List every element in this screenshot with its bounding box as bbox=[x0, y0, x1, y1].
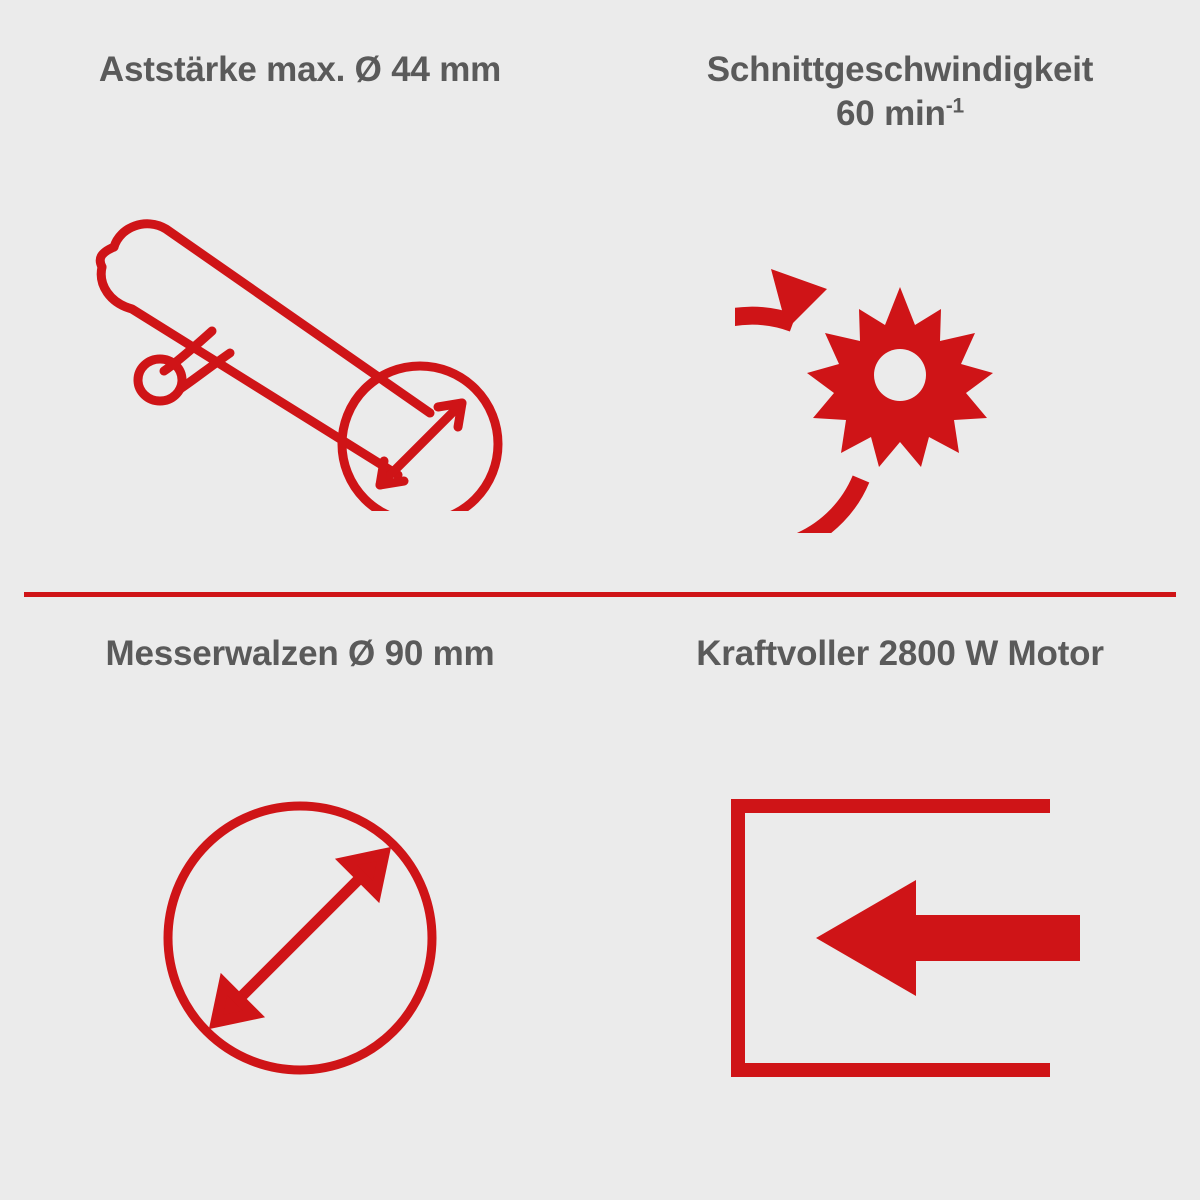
horizontal-divider bbox=[24, 592, 1176, 597]
feature-caption-line1: Kraftvoller 2800 W Motor bbox=[696, 634, 1104, 673]
feature-caption-line1: Schnittgeschwindigkeit bbox=[706, 50, 1094, 89]
feature-cell-branch-thickness bbox=[0, 0, 600, 600]
feature-caption-superscript: -1 bbox=[945, 94, 964, 118]
feature-cell-cutting-speed bbox=[600, 0, 1200, 600]
feature-icon-power-input-arrow bbox=[600, 676, 1200, 1200]
feature-cell-motor-power bbox=[600, 600, 1200, 1200]
feature-icon-circle-diameter bbox=[0, 676, 600, 1200]
feature-icon-branch-diameter bbox=[0, 92, 600, 600]
feature-cell-knife-roller bbox=[0, 600, 600, 1200]
feature-icon-rotating-blade bbox=[600, 136, 1200, 601]
feature-caption-knife-roller bbox=[0, 632, 600, 676]
feature-caption-branch-thickness bbox=[0, 48, 600, 92]
feature-caption-line2: 60 min bbox=[836, 93, 946, 133]
feature-caption-motor-power bbox=[600, 632, 1200, 676]
feature-caption-cutting-speed bbox=[600, 48, 1200, 136]
feature-caption-line1: Messerwalzen Ø 90 mm bbox=[105, 634, 495, 673]
feature-caption-line1: Aststärke max. Ø 44 mm bbox=[98, 50, 502, 89]
